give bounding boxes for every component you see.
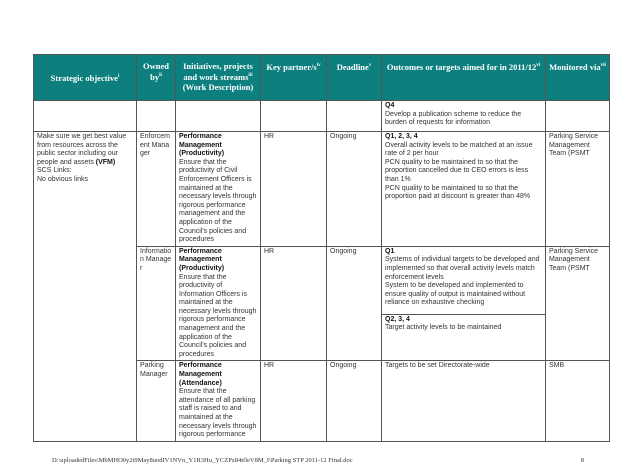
outcome-subcell: Q2, 3, 4 Target activity levels to be maintained <box>382 314 545 333</box>
header-row <box>34 55 610 101</box>
page-footer <box>33 456 609 473</box>
deadline-cell: Ongoing <box>327 361 382 441</box>
header-owned: Owned $by^{ii}$ <box>137 55 176 101</box>
initiative-cell: Performance Management (Attendance) Ensure that the attendance of all parking staff is raised to and maintained at the necessary levels through rigorous performance <box>176 361 261 441</box>
outcome-cell: Targets to be set Directorate-wide <box>382 361 546 441</box>
header-outcomes: Outcomes or targets aimed for in 2011/12$^{vi}$ <box>382 55 546 101</box>
table-row <box>34 132 610 247</box>
header-monitored: Monitored via$^{vii}$ <box>546 55 610 101</box>
objective-cell: Make sure we get best value from resources across the public sector including our people and assets (VFM) SCS Links: No obvious links <box>34 132 137 442</box>
partner-cell: HR <box>261 246 327 361</box>
deadline-cell: Ongoing <box>327 132 382 247</box>
monitored-cell: Parking Service Management Team (PSMT <box>546 246 610 361</box>
initiative-cell: Performance Management (Productivity) Ensure that the productivity of Information Officers is maintained at the necessary levels through rigorous performance management and the application of the Council's policies and procedures <box>176 246 261 361</box>
partner-cell: HR <box>261 361 327 441</box>
header-partner: Key partner/$s^{iv}$ <box>261 55 327 101</box>
outcome-cell: Q4 Develop a publication scheme to reduce the burden of requests for information <box>382 101 546 132</box>
owner-cell: Information Manager <box>137 246 176 361</box>
outcome-cell: Q1, 2, 3, 4 Overall activity levels to be matched at an issue rate of 2 per hour PCN quality to be maintained to so that the proportion cancelled due to CEO errors is less than 1% PCN quality to be maintained to so that the proportion paid at discount is greater than 48% <box>382 132 546 247</box>
table-row <box>34 101 610 132</box>
header-deadline: Deadline$^v$ <box>327 55 382 101</box>
header-initiatives: Initiatives, projects and work streams$^{iii}$ (Work Description) <box>176 55 261 101</box>
page-number: 8 <box>580 456 584 464</box>
monitored-cell: Parking Service Management Team (PSMT <box>546 132 610 247</box>
partner-cell: HR <box>261 132 327 247</box>
monitored-cell: SMB <box>546 361 610 441</box>
owner-cell: Parking Manager <box>137 361 176 441</box>
header-strategic: Strategic objective$^i$ <box>34 55 137 101</box>
deadline-cell: Ongoing <box>327 246 382 361</box>
strategy-table <box>33 54 610 442</box>
footer-file-path: D:\uploadedFiles\MbMHO0y2t9May8uodIV1NVn_Y1R3Hu_YCZPz84tfleV8M_I\Parking STP 2011-12 Final.doc <box>52 456 353 464</box>
owner-cell: Enforcement Manager <box>137 132 176 247</box>
initiative-cell: Performance Management (Productivity) Ensure that the productivity of Civil Enforcement Officers is maintained at the necessary levels through rigorous performance management and the application of the Council's policies and procedures <box>176 132 261 247</box>
outcome-cell: Q1 Systems of individual targets to be developed and implemented so that overall activity levels match enforcement levels System to be developed and implemented to ensure quality of output is maintained without reliance on exhaustive checking Q2, 3, 4 Target activity levels to be maintained <box>382 246 546 361</box>
